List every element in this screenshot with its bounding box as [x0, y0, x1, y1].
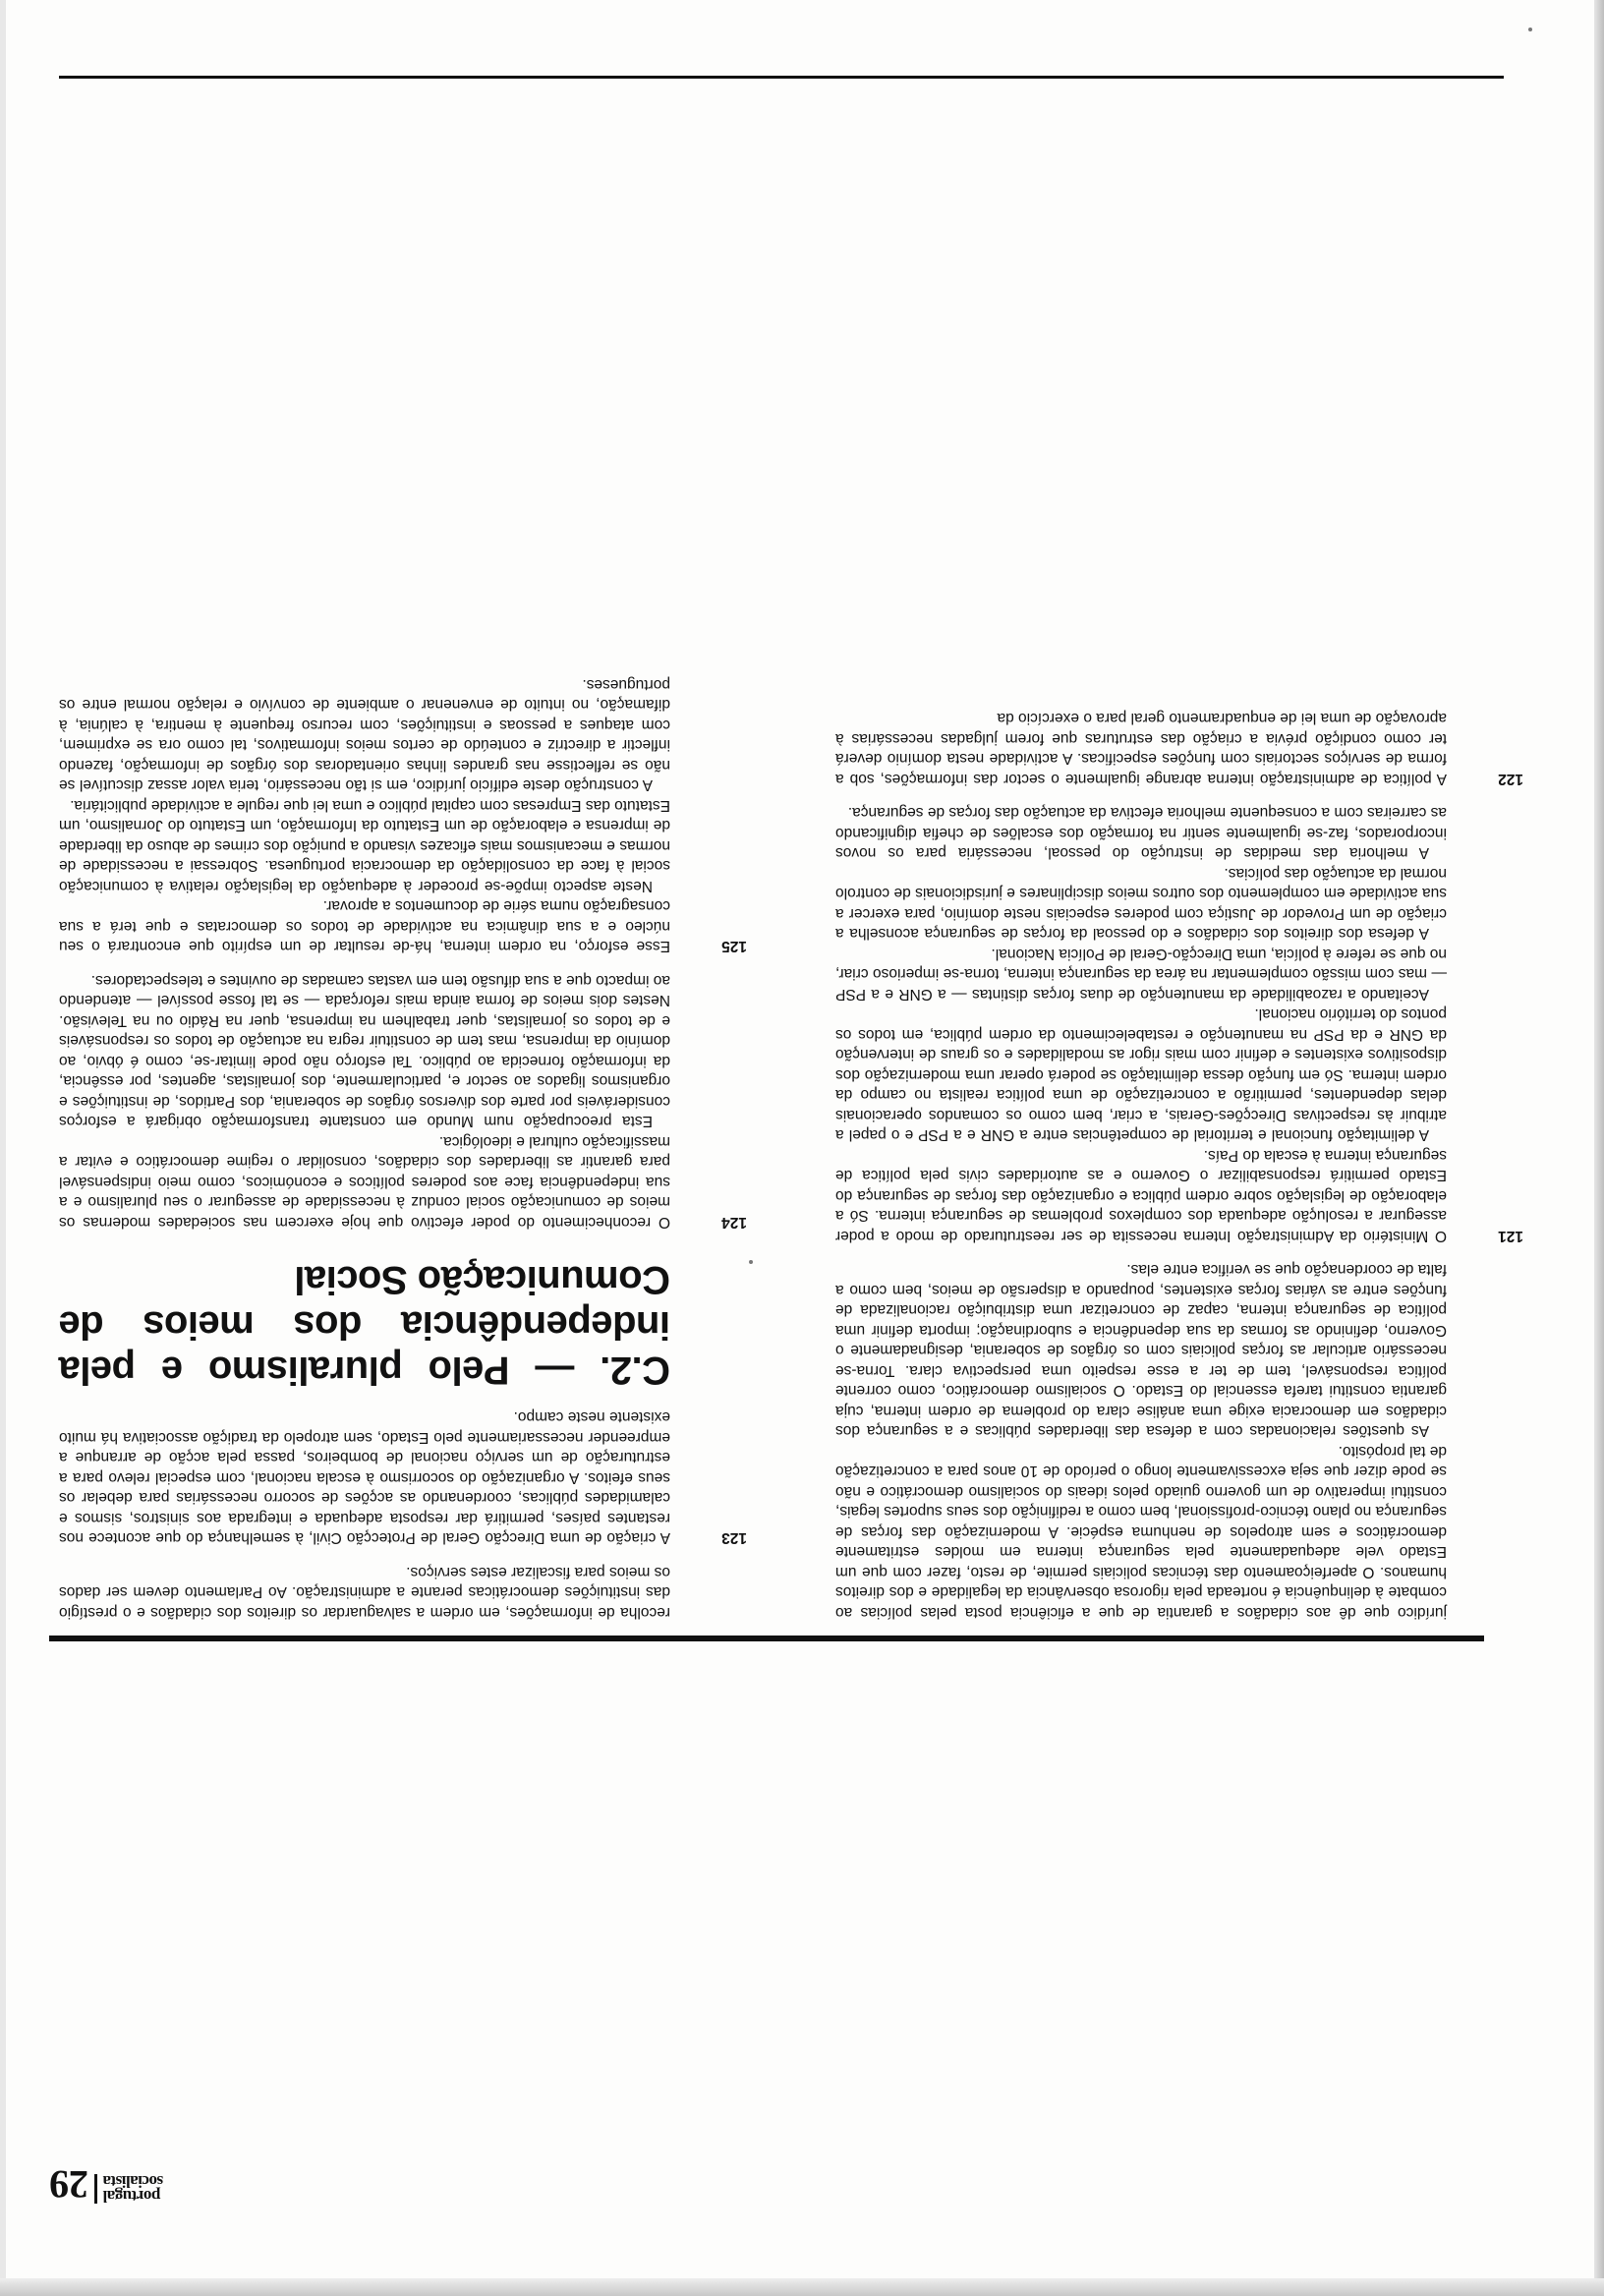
scan-speck [1528, 28, 1532, 31]
paragraph: recolha de informações, em ordem a salvaguardar os direitos dos cidadãos e o prestígio das instituições democráticas perante a administração. Ao Parlamento devem ser dados os meios para fiscalizar estes serviços. [59, 1564, 670, 1621]
paragraph: A política de administração interna abrange igualmente o sector das informações, sob a forma de serviços sectoriais com funções especificas. A actividade nesta domínio deverá ter como condição prévia a criação das estruturas que forem julgadas necessárias à aprovação de uma lei de enquadramento geral para o exercício da [835, 710, 1447, 787]
bottom-rule [59, 76, 1504, 79]
item-number: 125 [721, 938, 747, 955]
paragraph: Neste aspecto impõe-se proceder à adequação da legislação relativa à comunicação social à face da consolidação da democracia portuguesa. Sobressai a necessidade de normas e mecanismos mais eficazes visando a punição dos crimes de abuso da liberdade de imprensa e elaboração de um Estatuto da Informação, um Estatuto do Jornalismo, um Estatuto das Empresas com capital público e uma lei que regule a actividade publicitária. [59, 797, 670, 894]
rotated-printed-page [20, 39, 1563, 2221]
paragraph: Aceitando a razoabilidade da manutenção de duas forças distintas — a GNR e a PSP — mas com missão complementar na área da segurança interna, torna-se imperioso criar, no que se refere à polícia, uma Direcção-Geral de Polícia Nacional. [835, 946, 1447, 1003]
section-heading: C.2. — Pelo pluralismo e pela independência dos meios de Comunicação Social [59, 1258, 670, 1392]
right-column [59, 660, 747, 1623]
item-number: 124 [721, 1214, 747, 1231]
paragraph: jurídico que dê aos cidadãos a garantia de que a eficiência posta pelas polícias ao combate à delinquência é norteada pela rigorosa observância da legalidade e dos direitos humanos. O aperfeiçoamento das técnicas policiais permite, de resto, fazer com que um Estado vele adequadamente pela segurança interna em moldes estritamente democráticos e sem atropelos de nenhuma espécie. A modernização das forças de segurança no plano técnico-profissional, bem como a redifinição dos seus suportes legais, constitui imperativo de um governo guiado pelos ideais do socialismo democrático e não se pode dizer que seja excessivamente longo o período de 10 anos para a concretização de tal propósito. [835, 1443, 1447, 1621]
logo-line: portugal [103, 2187, 161, 2206]
paragraph: As questões relacionadas com a defesa das liberdades públicas e a segurança dos cidadãos em democracia exige uma análise clara do problema de ordem interna, cuja garantia constitui tarefa essencial do Estado. O socialismo democrático, como corrente política responsável, tem de ter a esse respeito uma perspectiva clara. Torna-se necessário articular as forças policiais com os órgãos de soberania, designadamente o Governo, definindo as formas da sua dependência e subordinação; importa definir uma política de segurança interna, capaz de concretizar uma distribuição racionalizada de funções entre as várias forças existentes, poupando a dispersão de meios, bem como a falta de coordenação que se verifica entre elas. [835, 1261, 1447, 1440]
paragraph: A delimitação funcional e territorial de competências entre a GNR e a PSP e o papel a atribuir às respectivas Direcções-Gerais, a criar, bem como os comandos operacionais delas dependentes, permitirão a concretização de uma política realista no campo da ordem interna. Só em função dessa delimitação se poderá operar uma modernização dos dispositivos existentes e definir com mais rigor as modalidades e os graus de intervenção da GNR e da PSP na manutenção e restabelecimento da ordem pública, em todos os pontos do território nacional. [835, 1005, 1447, 1144]
scan-edge-left [0, 0, 6, 2296]
paragraph: Esse esforço, na ordem interna, há-de resultar de um espírito que encontrará o seu núcleo e a sua dinâmica na actividade de todos os democratas e que terá a sua consagração numa série de documentos a aprovar. [59, 897, 670, 955]
paragraph: A construção deste edifício jurídico, em si tão necessário, teria valor assaz discutível se não se reflectisse nas grandes linhas orientadoras dos órgãos de informação, fazendo inflectir a directriz e conteúdo de certos meios informativos, tal como ora se exprimem, com ataques a pessoas e instituições, com recurso frequente à mentira, à calúnia, à difamação, no intuito de envenenar o ambiente de convívio e relação normal entre os portugueses. [59, 676, 670, 794]
numbered-item-124 [59, 970, 747, 1233]
publication-logo [94, 2174, 163, 2204]
paragraph: A defesa dos direitos dos cidadãos e do pessoal da forças de segurança aconselha a criação de um Provedor de Justiça com poderes especiais neste domínio, para exercer a sua actividade em complemento dos outros meios disciplinares e jurisdicionais de controlo normal da actuação das polícias. [835, 865, 1447, 943]
paragraph: A melhoria das medidas de instrução do pessoal, necessária para os novos incorporados, faz-se igualmente sentir na formação dos escalões de chefia dignificando as carreiras com a consequente melhoria efectiva da actuação das forças de segurança. [835, 804, 1447, 862]
numbered-item-122 [835, 708, 1523, 788]
top-rule [49, 1636, 1484, 1641]
numbered-item-121 [835, 802, 1523, 1245]
continued-text [835, 1259, 1523, 1622]
paragraph: Esta preocupação num Mundo em constante transformação obrigará a esforços consideráveis por parte dos diversos órgãos de soberania, dos Partidos, de instituições e organismos ligados ao sector e, particularmente, dos jornalistas, agentes, por essência, da informação fornecida ao público. Tal esforço não pode limitar-se, como é óbvio, ao domínio da imprensa, mas tem de constituir regra na actuação de todos os responsáveis e de todos os jornalistas, quer trabalhem na imprensa, quer na Rádio ou na Televisão. Nestes dois meios de forma ainda mais reforçada — se tal fosse possível — atendendo ao impacto que a sua difusão tem em vastas camadas de ouvintes e telespectadores. [59, 972, 670, 1130]
page-number: 29 [49, 2162, 88, 2207]
paragraph: A criação de uma Direcção Geral de Protecção Civil, à semelhança do que acontece nos restantes países, permitirá dar resposta adequada e integrada aos sinistros, sismos e calamidades públicas, coordenando as acções de socorro necessárias para debelar os seus efeitos. A organização do socorrismo à escala nacional, com especial relevo para a estruturação de um serviço nacional de bombeiros, passa pela acção de arranque a empreender necessariamente pelo Estado, sem atropelo da tradição associativa há muito existente neste campo. [59, 1408, 670, 1547]
scan-edge-right [1594, 0, 1604, 2296]
numbered-item-123 [59, 1406, 747, 1548]
item-number: 121 [1498, 1228, 1523, 1244]
paragraph: O Ministério da Administração Interna necessita de ser reestruturado de modo a poder assegurar a resolução adequada dos complexos problemas de segurança interna. Só a elaboração de legislação sobre ordem pública e organização das forças de segurança do Estado permitirá responsabilizar o Governo e as autoridades civis pela política de segurança interna à escala do País. [835, 1147, 1447, 1244]
masthead [49, 2162, 164, 2207]
continued-text [59, 1562, 747, 1623]
logo-line: socialista [103, 2172, 164, 2191]
item-number: 122 [1498, 771, 1523, 787]
item-number: 123 [721, 1529, 747, 1547]
paragraph: O reconhecimento do poder efectivo que hoje exercem nas sociedades modernas os meios de comunicação social conduz à necessidade de assegurar o seu pluralismo e a sua independência face aos poderes políticos e económicos, como meio indispensável para garantir as liberdades dos cidadãos, consolidar o regime democrático e evitar a massificação cultural e ideológica. [59, 1133, 670, 1231]
numbered-item-125 [59, 674, 747, 956]
left-column [835, 694, 1523, 1622]
scan-edge-bottom [0, 2278, 1604, 2296]
